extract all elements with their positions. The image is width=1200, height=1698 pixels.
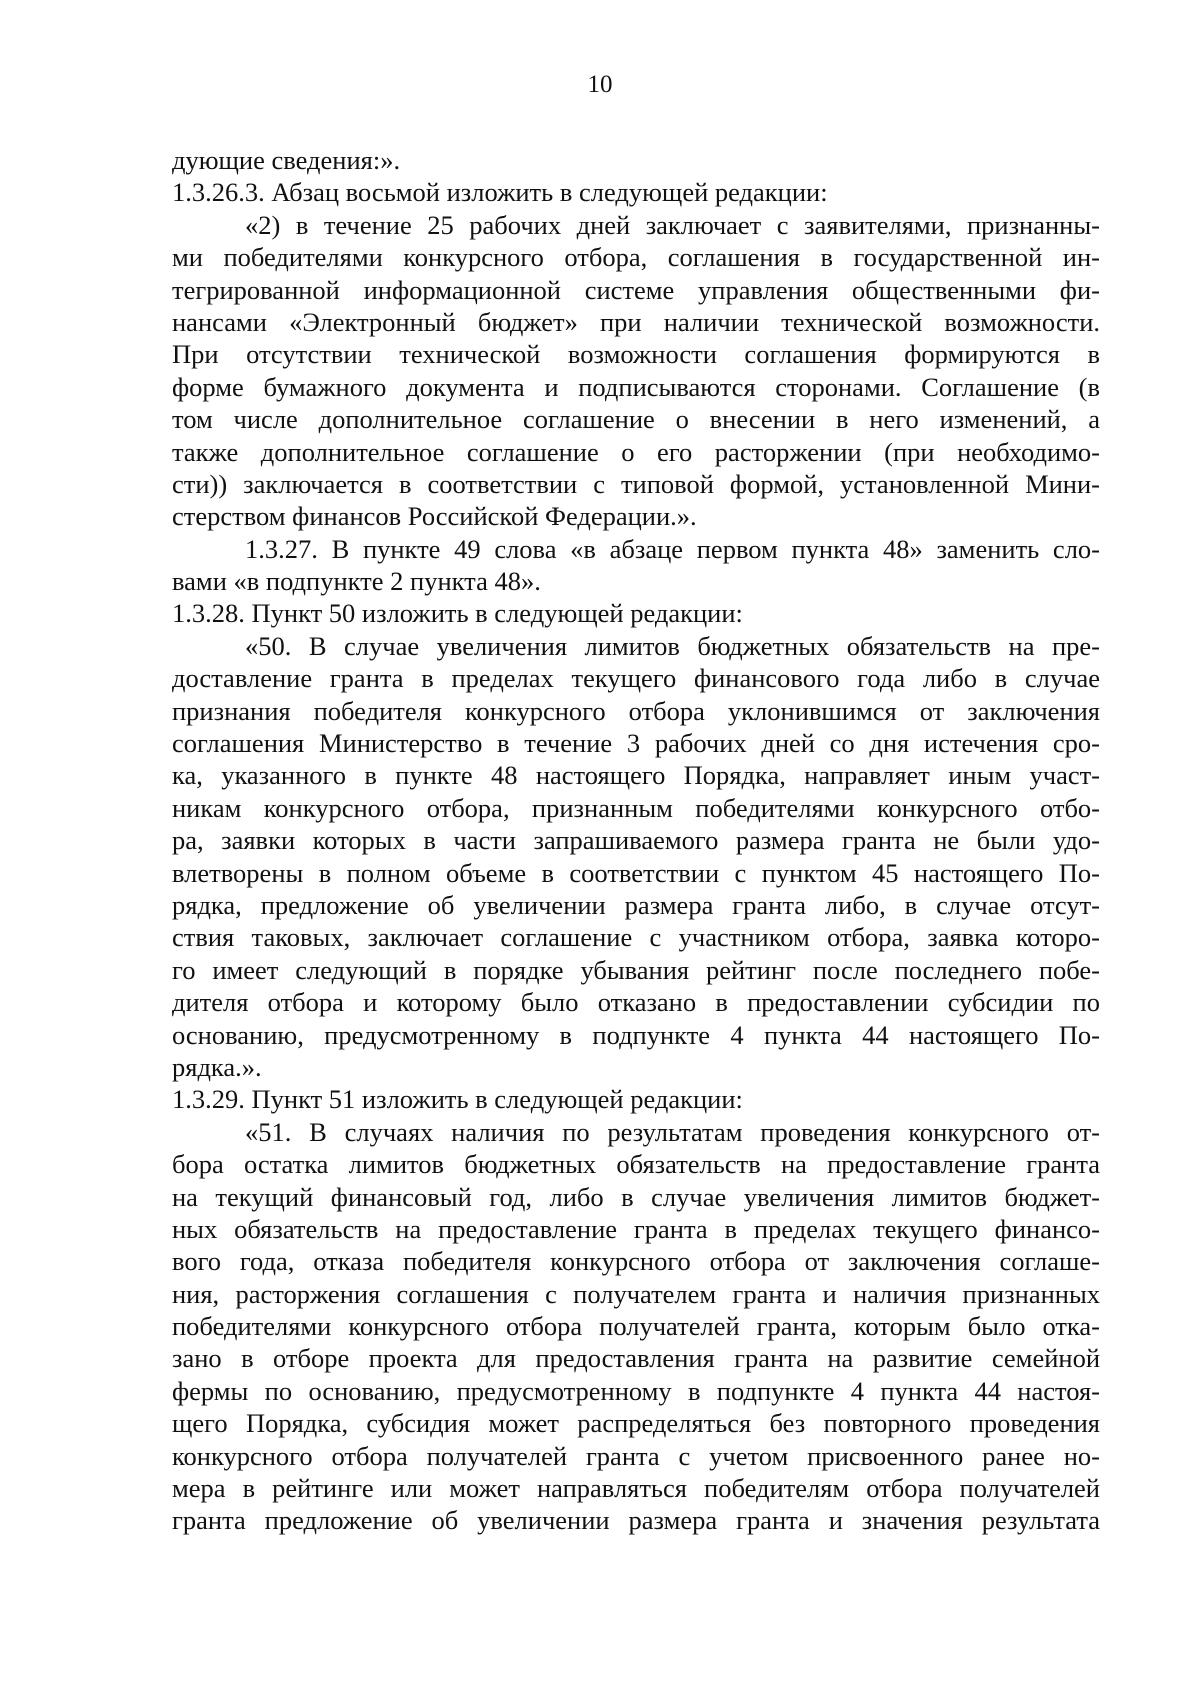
text-line: признания победителя конкурсного отбора уклонившимся от заключения <box>172 695 1100 726</box>
text-line: При отсутствии технической возможности соглашения формируются в <box>172 339 1100 370</box>
document-body <box>172 144 1100 1537</box>
text-line: дующие сведения:». <box>172 145 401 175</box>
text-line: рядка, предложение об увеличении размера гранта либо, в случае отсут- <box>172 889 1100 920</box>
text-line: соглашения Министерство в течение 3 рабочих дней со дня истечения сро- <box>172 728 1100 759</box>
text-line: рядка.». <box>172 1051 262 1082</box>
text-line: ствия таковых, заключает соглашение с участником отбора, заявка которо- <box>172 922 1100 953</box>
text-line: вого года, отказа победителя конкурсного отбора от заключения соглаше- <box>172 1246 1100 1277</box>
text-line: ния, расторжения соглашения с получателем гранта и наличия признанных <box>172 1278 1100 1309</box>
paragraph-1-3-29 <box>172 1083 1100 1115</box>
text-line: вами «в подпункте 2 пункта 48». <box>172 566 541 597</box>
text-line: бора остатка лимитов бюджетных обязательств на предоставление гранта <box>172 1149 1100 1180</box>
text-line: конкурсного отбора получателей гранта с учетом присвоенного ранее но- <box>172 1440 1100 1471</box>
paragraph-quote-2 <box>172 209 1100 533</box>
text-line: дителя отбора и которому было отказано в предоставлении субсидии по <box>172 987 1100 1018</box>
text-line: гранта предложение об увеличении размера гранта и значения результата <box>172 1505 1100 1536</box>
text-line: 1.3.27. В пункте 49 слова «в абзаце первом пункта 48» заменить сло- <box>245 533 1100 564</box>
text-line: фермы по основанию, предусмотренному в подпункте 4 пункта 44 настоя- <box>172 1375 1100 1406</box>
paragraph-1-3-26-3 <box>172 176 1100 208</box>
text-line: влетворены в полном объеме в соответствии с пунктом 45 настоящего По- <box>172 857 1100 888</box>
text-line: ных обязательств на предоставление гранта в пределах текущего финансо- <box>172 1213 1100 1244</box>
paragraph-continuation <box>172 144 1100 176</box>
text-line: ми победителями конкурсного отбора, соглашения в государственной ин- <box>172 242 1100 273</box>
paragraph-1-3-27 <box>172 533 1100 598</box>
text-line: на текущий финансовый год, либо в случае увеличения лимитов бюджет- <box>172 1181 1100 1212</box>
text-line: победителями конкурсного отбора получателей гранта, которым было отка- <box>172 1311 1100 1342</box>
text-line: сти)) заключается в соответствии с типовой формой, установленной Мини- <box>172 468 1100 499</box>
text-line: ра, заявки которых в части запрашиваемого размера гранта не были удо- <box>172 825 1100 856</box>
text-line: никам конкурсного отбора, признанным победителями конкурсного отбо- <box>172 792 1100 823</box>
paragraph-quote-50 <box>172 630 1100 1083</box>
text-line: форме бумажного документа и подписываются сторонами. Соглашение (в <box>172 371 1100 402</box>
text-line: «50. В случае увеличения лимитов бюджетных обязательств на пре- <box>245 630 1100 661</box>
text-line: 1.3.26.3. Абзац восьмой изложить в следующей редакции: <box>172 177 828 208</box>
text-line: 1.3.28. Пункт 50 изложить в следующей редакции: <box>172 598 743 629</box>
text-line: зано в отборе проекта для предоставления гранта на развитие семейной <box>172 1343 1100 1374</box>
text-line: щего Порядка, субсидия может распределяться без повторного проведения <box>172 1408 1100 1439</box>
paragraph-quote-51 <box>172 1116 1100 1537</box>
text-line: стерством финансов Российской Федерации.». <box>172 501 697 532</box>
text-line: основанию, предусмотренному в подпункте 4 пункта 44 настоящего По- <box>172 1019 1100 1050</box>
text-line: «2) в течение 25 рабочих дней заключает с заявителями, признанны- <box>245 209 1100 240</box>
text-line: ка, указанного в пункте 48 настоящего Порядка, направляет иным участ- <box>172 760 1100 791</box>
text-line: также дополнительное соглашение о его расторжении (при необходимо- <box>172 436 1100 467</box>
text-line: мера в рейтинге или может направляться победителям отбора получателей <box>172 1473 1100 1504</box>
text-line: тегрированной информационной системе управления общественными фи- <box>172 274 1100 305</box>
text-line: «51. В случаях наличия по результатам проведения конкурсного от- <box>245 1116 1100 1147</box>
page-number: 10 <box>587 71 613 98</box>
text-line: го имеет следующий в порядке убывания рейтинг после последнего побе- <box>172 954 1100 985</box>
text-line: том числе дополнительное соглашение о внесении в него изменений, а <box>172 404 1100 435</box>
text-line: нансами «Электронный бюджет» при наличии технической возможности. <box>172 306 1100 337</box>
paragraph-1-3-28 <box>172 597 1100 629</box>
text-line: доставление гранта в пределах текущего финансового года либо в случае <box>172 663 1100 694</box>
text-line: 1.3.29. Пункт 51 изложить в следующей редакции: <box>172 1084 743 1115</box>
